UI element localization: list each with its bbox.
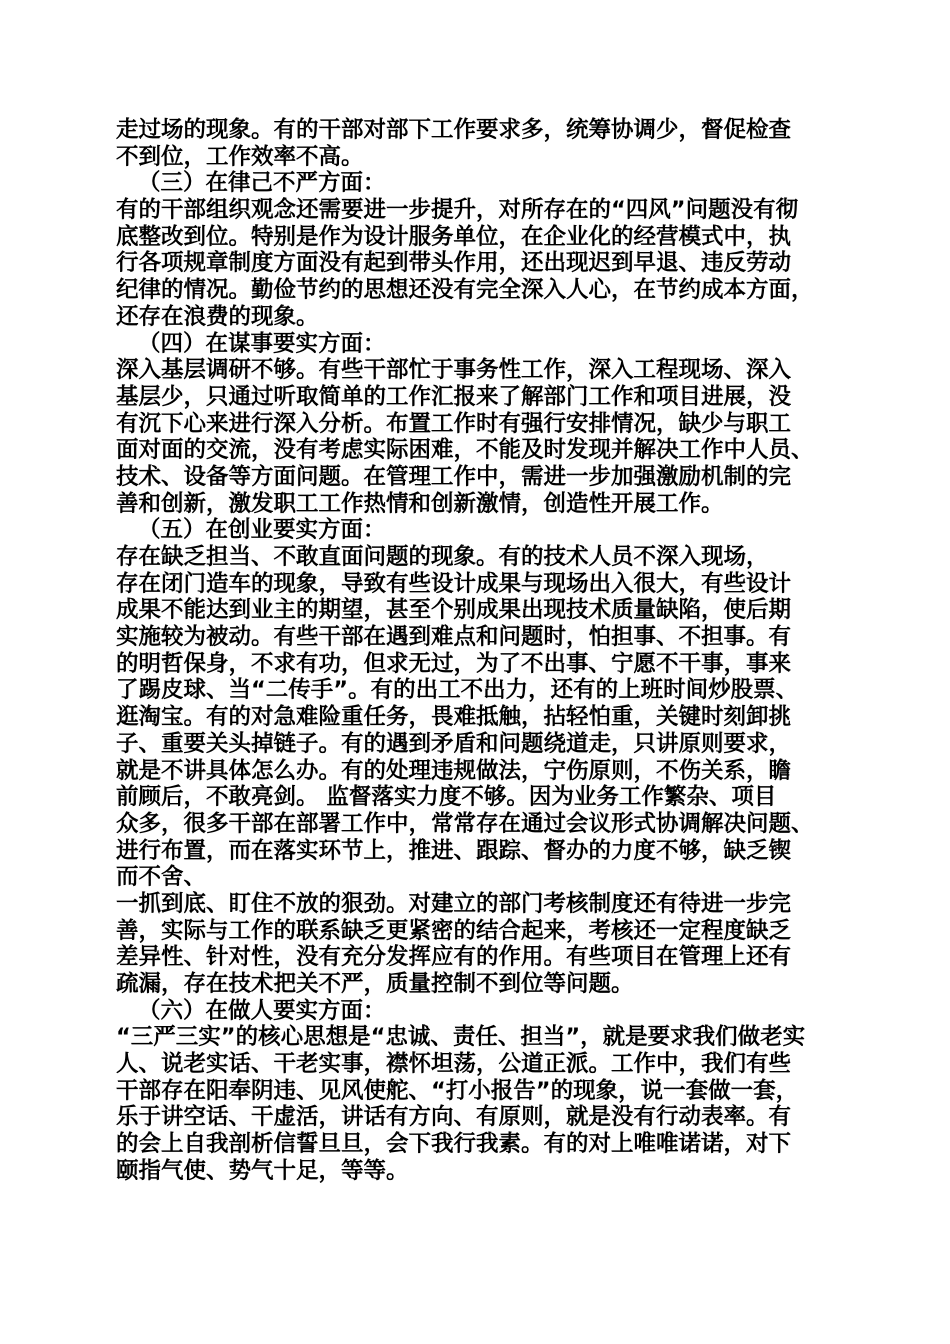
text-line: 颐指气使、势气十足，等等。 <box>116 1157 409 1184</box>
text-line: 行各项规章制度方面没有起到带头作用，还出现迟到早退、违反劳动 <box>116 250 792 277</box>
text-line: 深入基层调研不够。有些干部忙于事务性工作，深入工程现场、深入 <box>116 357 792 384</box>
text-line: 底整改到位。特别是作为设计服务单位，在企业化的经营模式中，执 <box>116 223 792 250</box>
text-line: 实施较为被动。有些干部在遇到难点和问题时，怕担事、不担事。有 <box>116 624 792 651</box>
text-line: 面对面的交流，没有考虑实际困难，不能及时发现并解决工作中人员、 <box>116 437 814 464</box>
text-line: 一抓到底、盯住不放的狠劲。对建立的部门考核制度还有待进一步完 <box>116 890 792 917</box>
text-line: 存在闭门造车的现象，导致有些设计成果与现场出入很大，有些设计 <box>116 570 792 597</box>
text-line: 基层少，只通过听取简单的工作汇报来了解部门工作和项目进展，没 <box>116 383 792 410</box>
document-body <box>116 117 850 1185</box>
text-line: 逛淘宝。有的对急难险重任务，畏难抵触，拈轻怕重，关键时刻卸挑 <box>116 704 792 731</box>
section-heading: （三）在律己不严方面： <box>138 170 386 197</box>
text-line: 存在缺乏担当、不敢直面问题的现象。有的技术人员不深入现场， <box>116 544 769 570</box>
text-line: “三严三实”的核心思想是“忠诚、责任、担当”，就是要求我们做老实 <box>116 1024 806 1051</box>
text-line: 人、说老实话、干老实事，襟怀坦荡，公道正派。工作中，我们有些 <box>116 1051 792 1078</box>
text-line: 善和创新，激发职工工作热情和创新激情，创造性开展工作。 <box>116 490 724 517</box>
text-line: 技术、设备等方面问题。在管理工作中，需进一步加强激励机制的完 <box>116 463 792 490</box>
text-line: 纪律的情况。勤俭节约的思想还没有完全深入人心，在节约成本方面， <box>116 277 814 304</box>
text-line: 不到位，工作效率不高。 <box>116 143 364 170</box>
text-line: 的会上自我剖析信誓旦旦，会下我行我素。有的对上唯唯诺诺，对下 <box>116 1131 792 1158</box>
text-line: 走过场的现象。有的干部对部下工作要求多，统筹协调少，督促检查 <box>116 117 792 143</box>
text-line: 善，实际与工作的联系缺乏更紧密的结合起来，考核还一定程度缺乏 <box>116 917 792 944</box>
section-heading: （四）在谋事要实方面： <box>138 330 386 357</box>
text-line: 有的干部组织观念还需要进一步提升，对所存在的“四风”问题没有彻 <box>116 197 799 224</box>
text-line: 还存在浪费的现象。 <box>116 303 319 330</box>
text-line: 有沉下心来进行深入分析。布置工作时有强行安排情况，缺少与职工 <box>116 410 792 437</box>
text-line: 就是不讲具体怎么办。有的处理违规做法，宁伤原则，不伤关系，瞻 <box>116 757 792 784</box>
text-line: 而不舍、 <box>116 864 207 891</box>
text-line: 成果不能达到业主的期望，甚至个别成果出现技术质量缺陷，使后期 <box>116 597 792 624</box>
section-heading: （五）在创业要实方面： <box>138 517 386 544</box>
text-line: 了踢皮球、当“二传手”。有的出工不出力，还有的上班时间炒股票、 <box>116 677 799 704</box>
text-line: 众多，很多干部在部署工作中，常常存在通过会议形式协调解决问题、 <box>116 810 814 837</box>
text-line: 乐于讲空话、干虚活，讲话有方向、有原则，就是没有行动表率。有 <box>116 1104 792 1131</box>
text-line: 差异性、针对性，没有充分发挥应有的作用。有些项目在管理上还有 <box>116 944 792 971</box>
text-line: 进行布置，而在落实环节上，推进、跟踪、督办的力度不够，缺乏锲 <box>116 837 792 864</box>
text-line: 疏漏，存在技术把关不严，质量控制不到位等问题。 <box>116 971 634 997</box>
text-line: 子、重要关头掉链子。有的遇到矛盾和问题绕道走，只讲原则要求， <box>116 730 792 757</box>
text-line: 干部存在阳奉阴违、见风使舵、“打小报告”的现象，说一套做一套， <box>116 1077 799 1104</box>
text-line: 的明哲保身，不求有功，但求无过，为了不出事、宁愿不干事，事来 <box>116 650 792 677</box>
text-line: 前顾后，不敢亮剑。 监督落实力度不够。因为业务工作繁杂、项目 <box>116 784 777 811</box>
section-heading: （六）在做人要实方面： <box>138 997 386 1024</box>
